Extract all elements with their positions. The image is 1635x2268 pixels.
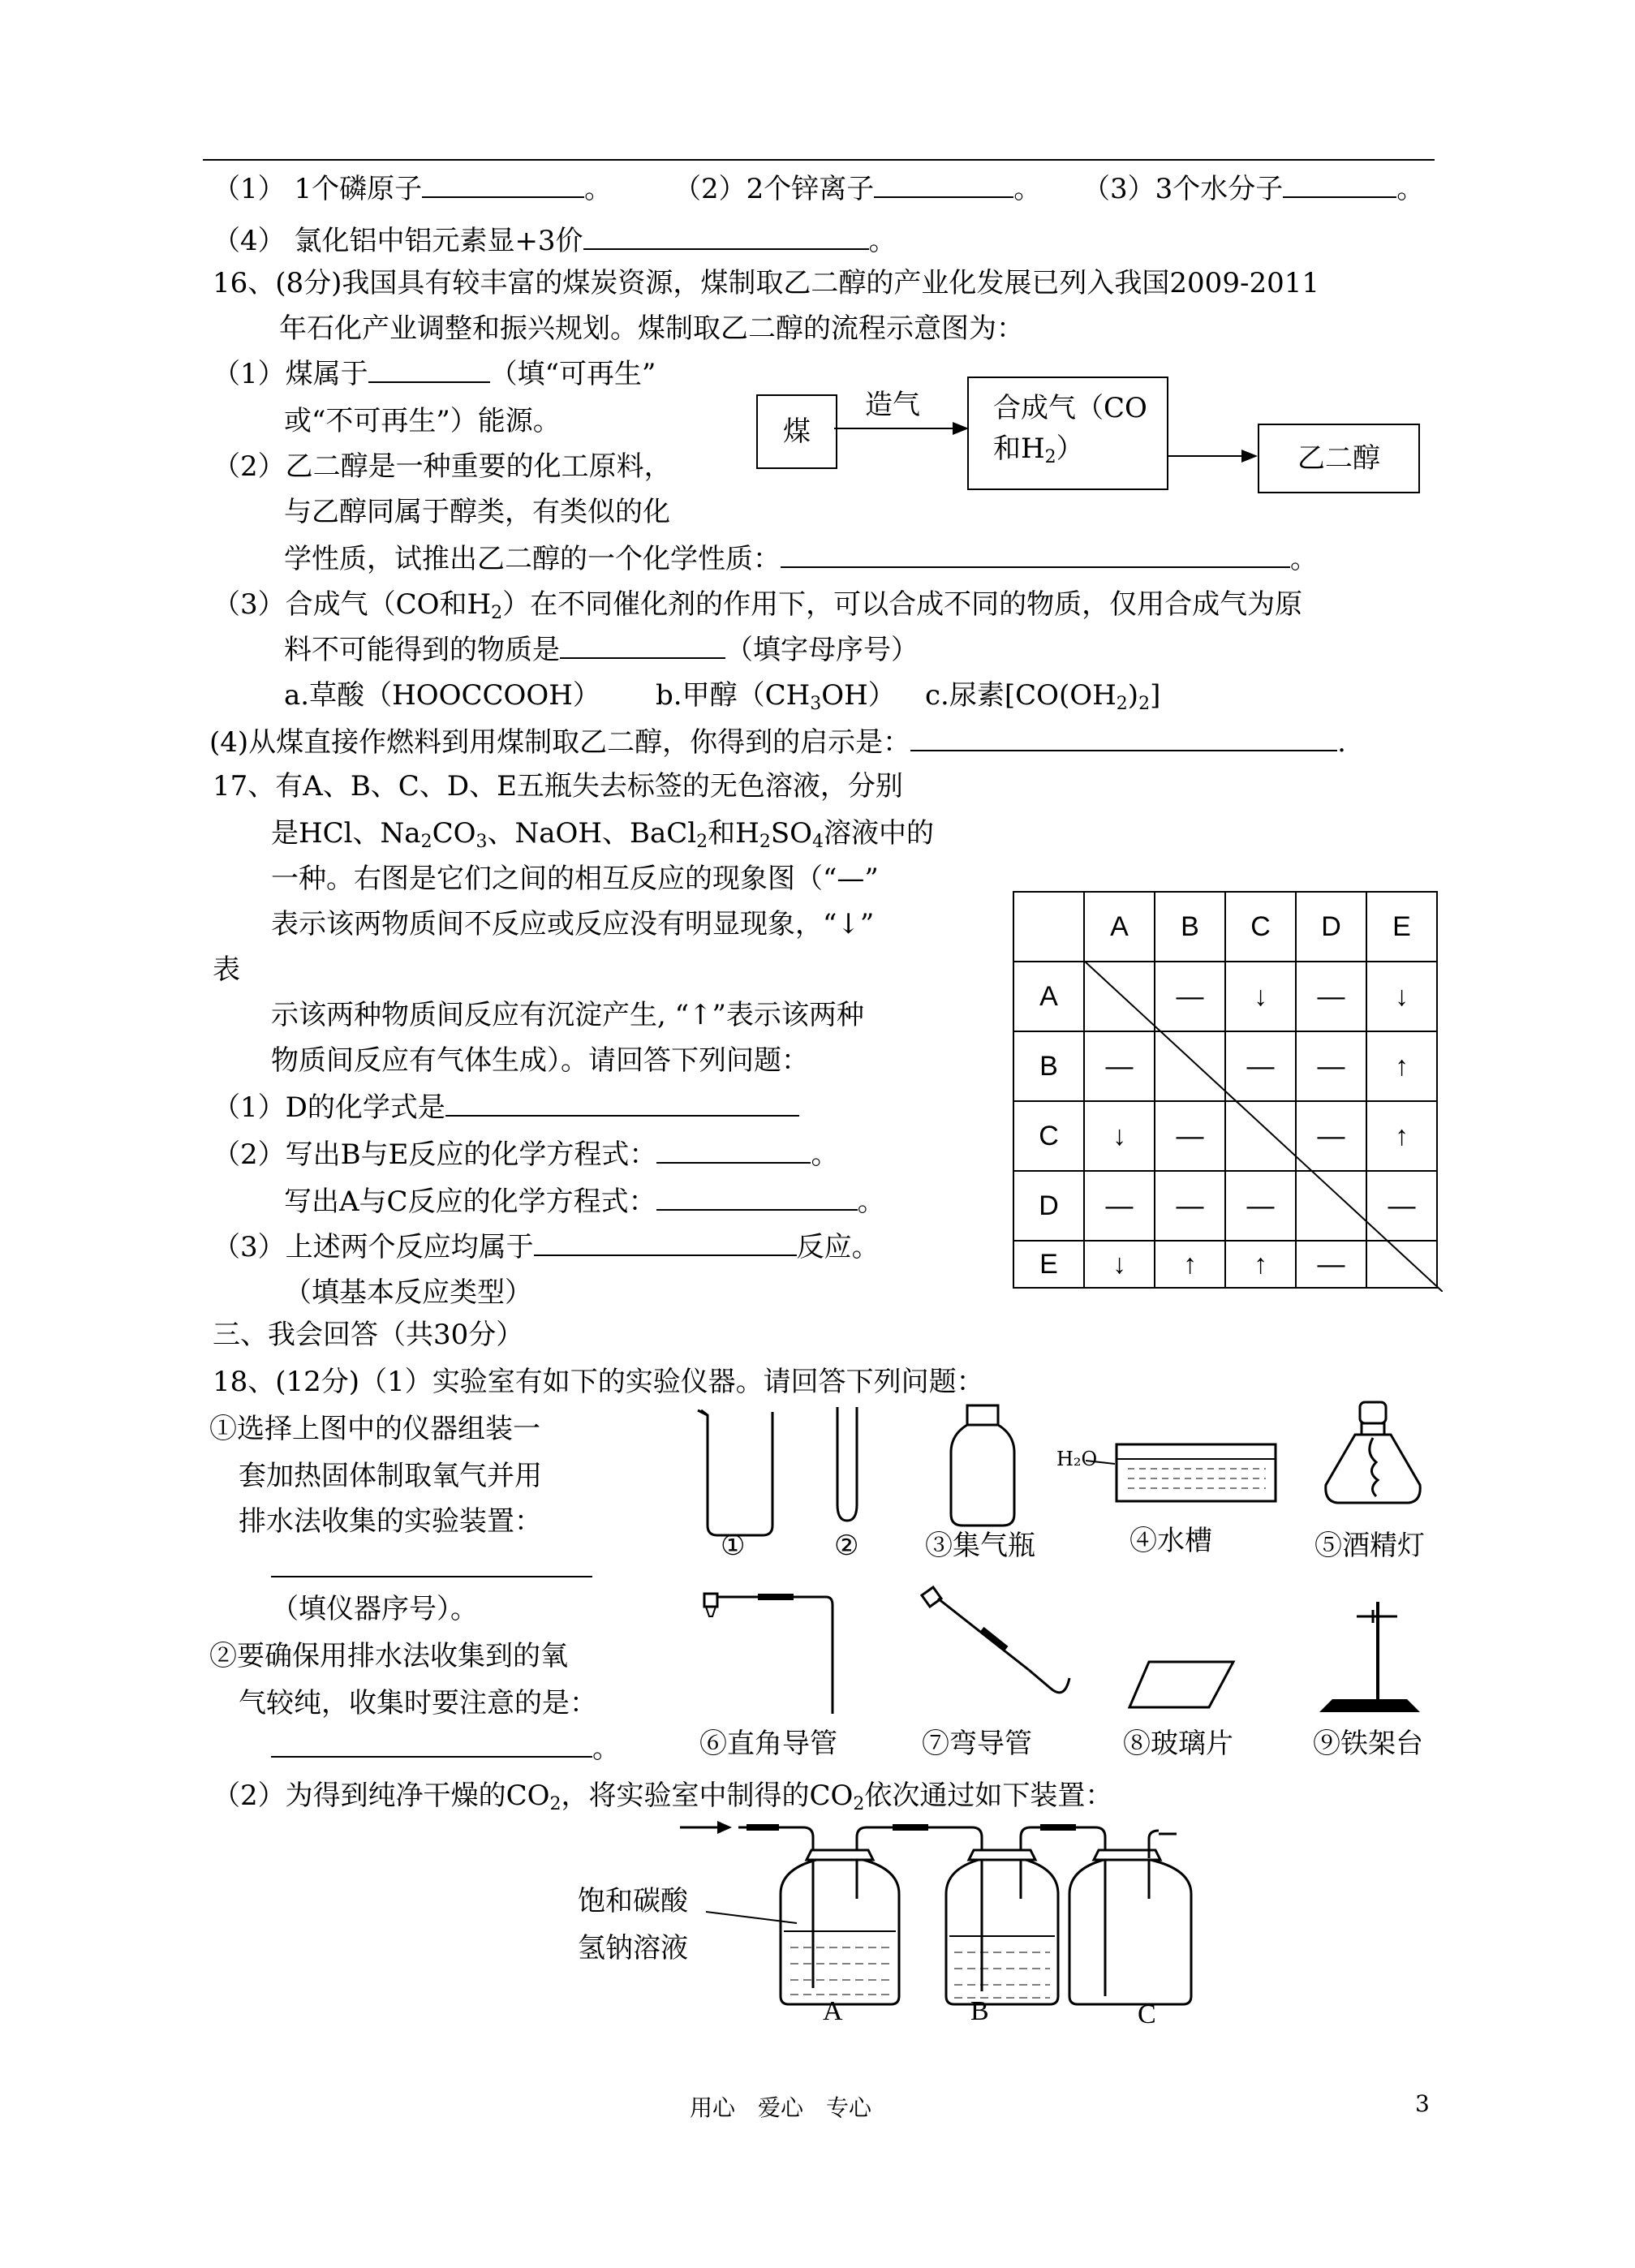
flow-syngas-line1: 合成气（CO: [993, 392, 1147, 424]
footer-text: 用心 爱心 专心: [690, 2094, 872, 2121]
q16-s3a: （3）合成气（CO和$H_2$）在不同催化剂的作用下，可以合成不同的物质，仅用合成气为原: [213, 588, 1303, 623]
solution-label-line2: 氢钠溶液: [578, 1932, 688, 1965]
section3-title: 三、我会回答（共30分）: [213, 1319, 524, 1351]
reaction-table-diagonal: [1084, 961, 1443, 1292]
q18-a1: ①选择上图中的仪器组装一: [209, 1413, 540, 1445]
instrument-label-5: ⑤酒精灯: [1314, 1530, 1425, 1562]
q16-option-a: a.草酸（HOOCCOOH）: [284, 679, 600, 712]
table-cell: D: [1013, 1171, 1084, 1241]
flow-syngas-line2: 和$H_2$）: [993, 433, 1084, 467]
q18-b-blank: 。: [271, 1728, 620, 1769]
flow-arrow-label: 造气: [865, 389, 920, 421]
beaker-icon: [696, 1404, 777, 1542]
table-cell: —: [1155, 962, 1225, 1031]
table-cell: B: [1013, 1031, 1084, 1101]
table-cell: —: [1155, 1101, 1225, 1171]
table-cell: E: [1013, 1241, 1084, 1288]
table-cell: —: [1084, 1171, 1155, 1241]
table-cell: ↑: [1366, 1031, 1437, 1101]
table-cell: C: [1013, 1101, 1084, 1171]
solution-label-line1: 饱和碳酸: [578, 1885, 688, 1917]
q18-a3: 排水法收集的实验装置：: [239, 1505, 542, 1538]
instrument-label-1: ①: [721, 1530, 746, 1562]
bottle-c-label: C: [1138, 1999, 1156, 2029]
table-header-cell: B: [1155, 892, 1225, 962]
instrument-label-8: ⑧玻璃片: [1123, 1728, 1233, 1760]
q15-part3: （3）3个水分子 。: [1082, 169, 1424, 209]
q17-s2a: （2）写出B与E反应的化学方程式： 。: [213, 1134, 838, 1175]
table-cell: A: [1013, 962, 1084, 1031]
gas-jar-icon: [946, 1401, 1019, 1530]
q17-line1: 17、有A、B、C、D、E五瓶失去标签的无色溶液，分别: [213, 770, 903, 803]
table-header-row: [1013, 892, 1437, 962]
instrument-label-4: ④水槽: [1129, 1525, 1212, 1557]
alcohol-lamp-icon: [1319, 1396, 1425, 1517]
bottle-a-label: A: [823, 1996, 843, 2026]
q16-option-b: b.甲醇$(CH_3OH)$: [656, 679, 896, 714]
water-label-pointer: [1086, 1444, 1118, 1469]
water-trough-icon: [1112, 1436, 1282, 1509]
table-cell: —: [1296, 1241, 1366, 1288]
table-cell: —: [1225, 1171, 1296, 1241]
bottle-b-label: B: [970, 1996, 989, 2026]
q18-a4: （填仪器序号）。: [271, 1593, 478, 1625]
table-cell: —: [1155, 1171, 1225, 1241]
q16-s2a: （2）乙二醇是一种重要的化工原料，: [213, 450, 672, 483]
instrument-label-9: ⑨铁架台: [1313, 1728, 1423, 1760]
q16-s3b: 料不可能得到的物质是 （填字母序号）: [284, 630, 919, 670]
bent-tube-icon: [914, 1582, 1076, 1712]
table-cell: ↓: [1084, 1101, 1155, 1171]
q17-line6: 示该两种物质间反应有沉淀产生, “↑”表示该两种: [271, 999, 864, 1031]
q18-a2: 套加热固体制取氧气并用: [239, 1460, 542, 1492]
flow-box-coal: 煤: [756, 394, 837, 469]
bottle-c-icon: [1069, 1831, 1191, 2004]
q18-part2: （2）为得到纯净干燥的$CO_2$，将实验室中制得的$CO_2$依次通过如下装置：: [213, 1780, 1113, 1814]
q17-s3: （3）上述两个反应均属于 反应。: [213, 1227, 880, 1267]
q17-s3b: （填基本反应类型）: [284, 1276, 532, 1309]
instrument-label-6: ⑥直角导管: [699, 1728, 837, 1760]
q17-line3: 一种。右图是它们之间的相互反应的现象图（“—”: [271, 863, 879, 895]
table-cell: ↑: [1155, 1241, 1225, 1288]
q17-line2: 是HCl、$Na_2CO_3$、NaOH、BaCl$_2$和$H_2SO_4$溶液中的: [271, 817, 934, 852]
flow-arrow-2: [1168, 445, 1259, 469]
q17-line7: 物质间反应有气体生成）。请回答下列问题：: [271, 1044, 809, 1077]
q17-s2b: 写出A与C反应的化学方程式： 。: [284, 1181, 885, 1222]
q18-a-blank: [271, 1576, 592, 1577]
right-angle-tube-icon: [693, 1582, 839, 1720]
flow-box-syngas: [967, 377, 1168, 490]
flow-box-glycol: 乙二醇: [1258, 424, 1420, 493]
table-cell: ↓: [1366, 962, 1437, 1031]
instrument-label-7: ⑦弯导管: [922, 1728, 1032, 1760]
table-cell: ↓: [1225, 962, 1296, 1031]
bottle-b-icon: [946, 1850, 1058, 2004]
q16-s1c: 或“不可再生”）能源。: [284, 405, 561, 437]
water-label: H₂O: [1056, 1448, 1098, 1470]
table-cell: —: [1366, 1171, 1437, 1241]
q16-option-c: c.尿素$[CO(OH_2)_2]$: [925, 679, 1161, 714]
table-cell: —: [1296, 1031, 1366, 1101]
q15-part1: （1） 1个磷原子 。: [213, 169, 612, 209]
q16-s2b: 与乙醇同属于醇类，有类似的化: [284, 496, 670, 528]
q16-s1a: （1）煤属于 （填“可再生”: [213, 354, 656, 394]
instrument-label-3: ③集气瓶: [925, 1530, 1035, 1562]
table-header-cell: D: [1296, 892, 1366, 962]
q16-s4: (4)从煤直接作燃料到用煤制取乙二醇，你得到的启示是： .: [209, 722, 1346, 763]
table-cell: —: [1225, 1031, 1296, 1101]
page-number: 3: [1415, 2090, 1430, 2117]
table-header-cell: [1013, 892, 1084, 962]
table-header-cell: E: [1366, 892, 1437, 962]
instrument-label-2: ②: [834, 1530, 859, 1562]
table-cell: ↑: [1366, 1101, 1437, 1171]
glass-slide-icon: [1125, 1657, 1238, 1714]
table-header-cell: C: [1225, 892, 1296, 962]
table-cell: —: [1296, 1101, 1366, 1171]
flow-arrow-1: [834, 406, 970, 438]
q18-line1: 18、(12分)（1）实验室有如下的实验仪器。请回答下列问题：: [213, 1366, 984, 1398]
q16-line2: 年石化产业调整和振兴规划。煤制取乙二醇的流程示意图为：: [279, 312, 1024, 345]
q16-s2c: 学性质，试推出乙二醇的一个化学性质： 。: [284, 539, 1318, 579]
table-cell: ↓: [1084, 1241, 1155, 1288]
iron-stand-icon: [1313, 1599, 1426, 1720]
q18-b1: ②要确保用排水法收集到的氧: [209, 1640, 568, 1672]
header-rule: [203, 159, 1435, 161]
q15-part4: （4） 氯化铝中铝元素显+3价 。: [213, 221, 897, 261]
q18-b2: 气较纯，收集时要注意的是：: [239, 1687, 597, 1719]
test-tube-icon: [831, 1404, 863, 1526]
table-header-cell: A: [1084, 892, 1155, 962]
table-cell: —: [1084, 1031, 1155, 1101]
table-cell: —: [1296, 962, 1366, 1031]
q17-s1: （1）D的化学式是: [213, 1087, 799, 1128]
q15-part2: （2）2个锌离子 。: [673, 169, 1041, 209]
solution-label-pointer: [706, 1907, 803, 1931]
q17-line4: 表示该两物质间不反应或反应没有明显现象，“↓”: [271, 908, 875, 940]
q17-line5: 表: [213, 953, 240, 986]
q16-line1: 16、(8分)我国具有较丰富的煤炭资源，煤制取乙二醇的产业化发展已列入我国2009-2011: [213, 267, 1319, 299]
table-cell: ↑: [1225, 1241, 1296, 1288]
